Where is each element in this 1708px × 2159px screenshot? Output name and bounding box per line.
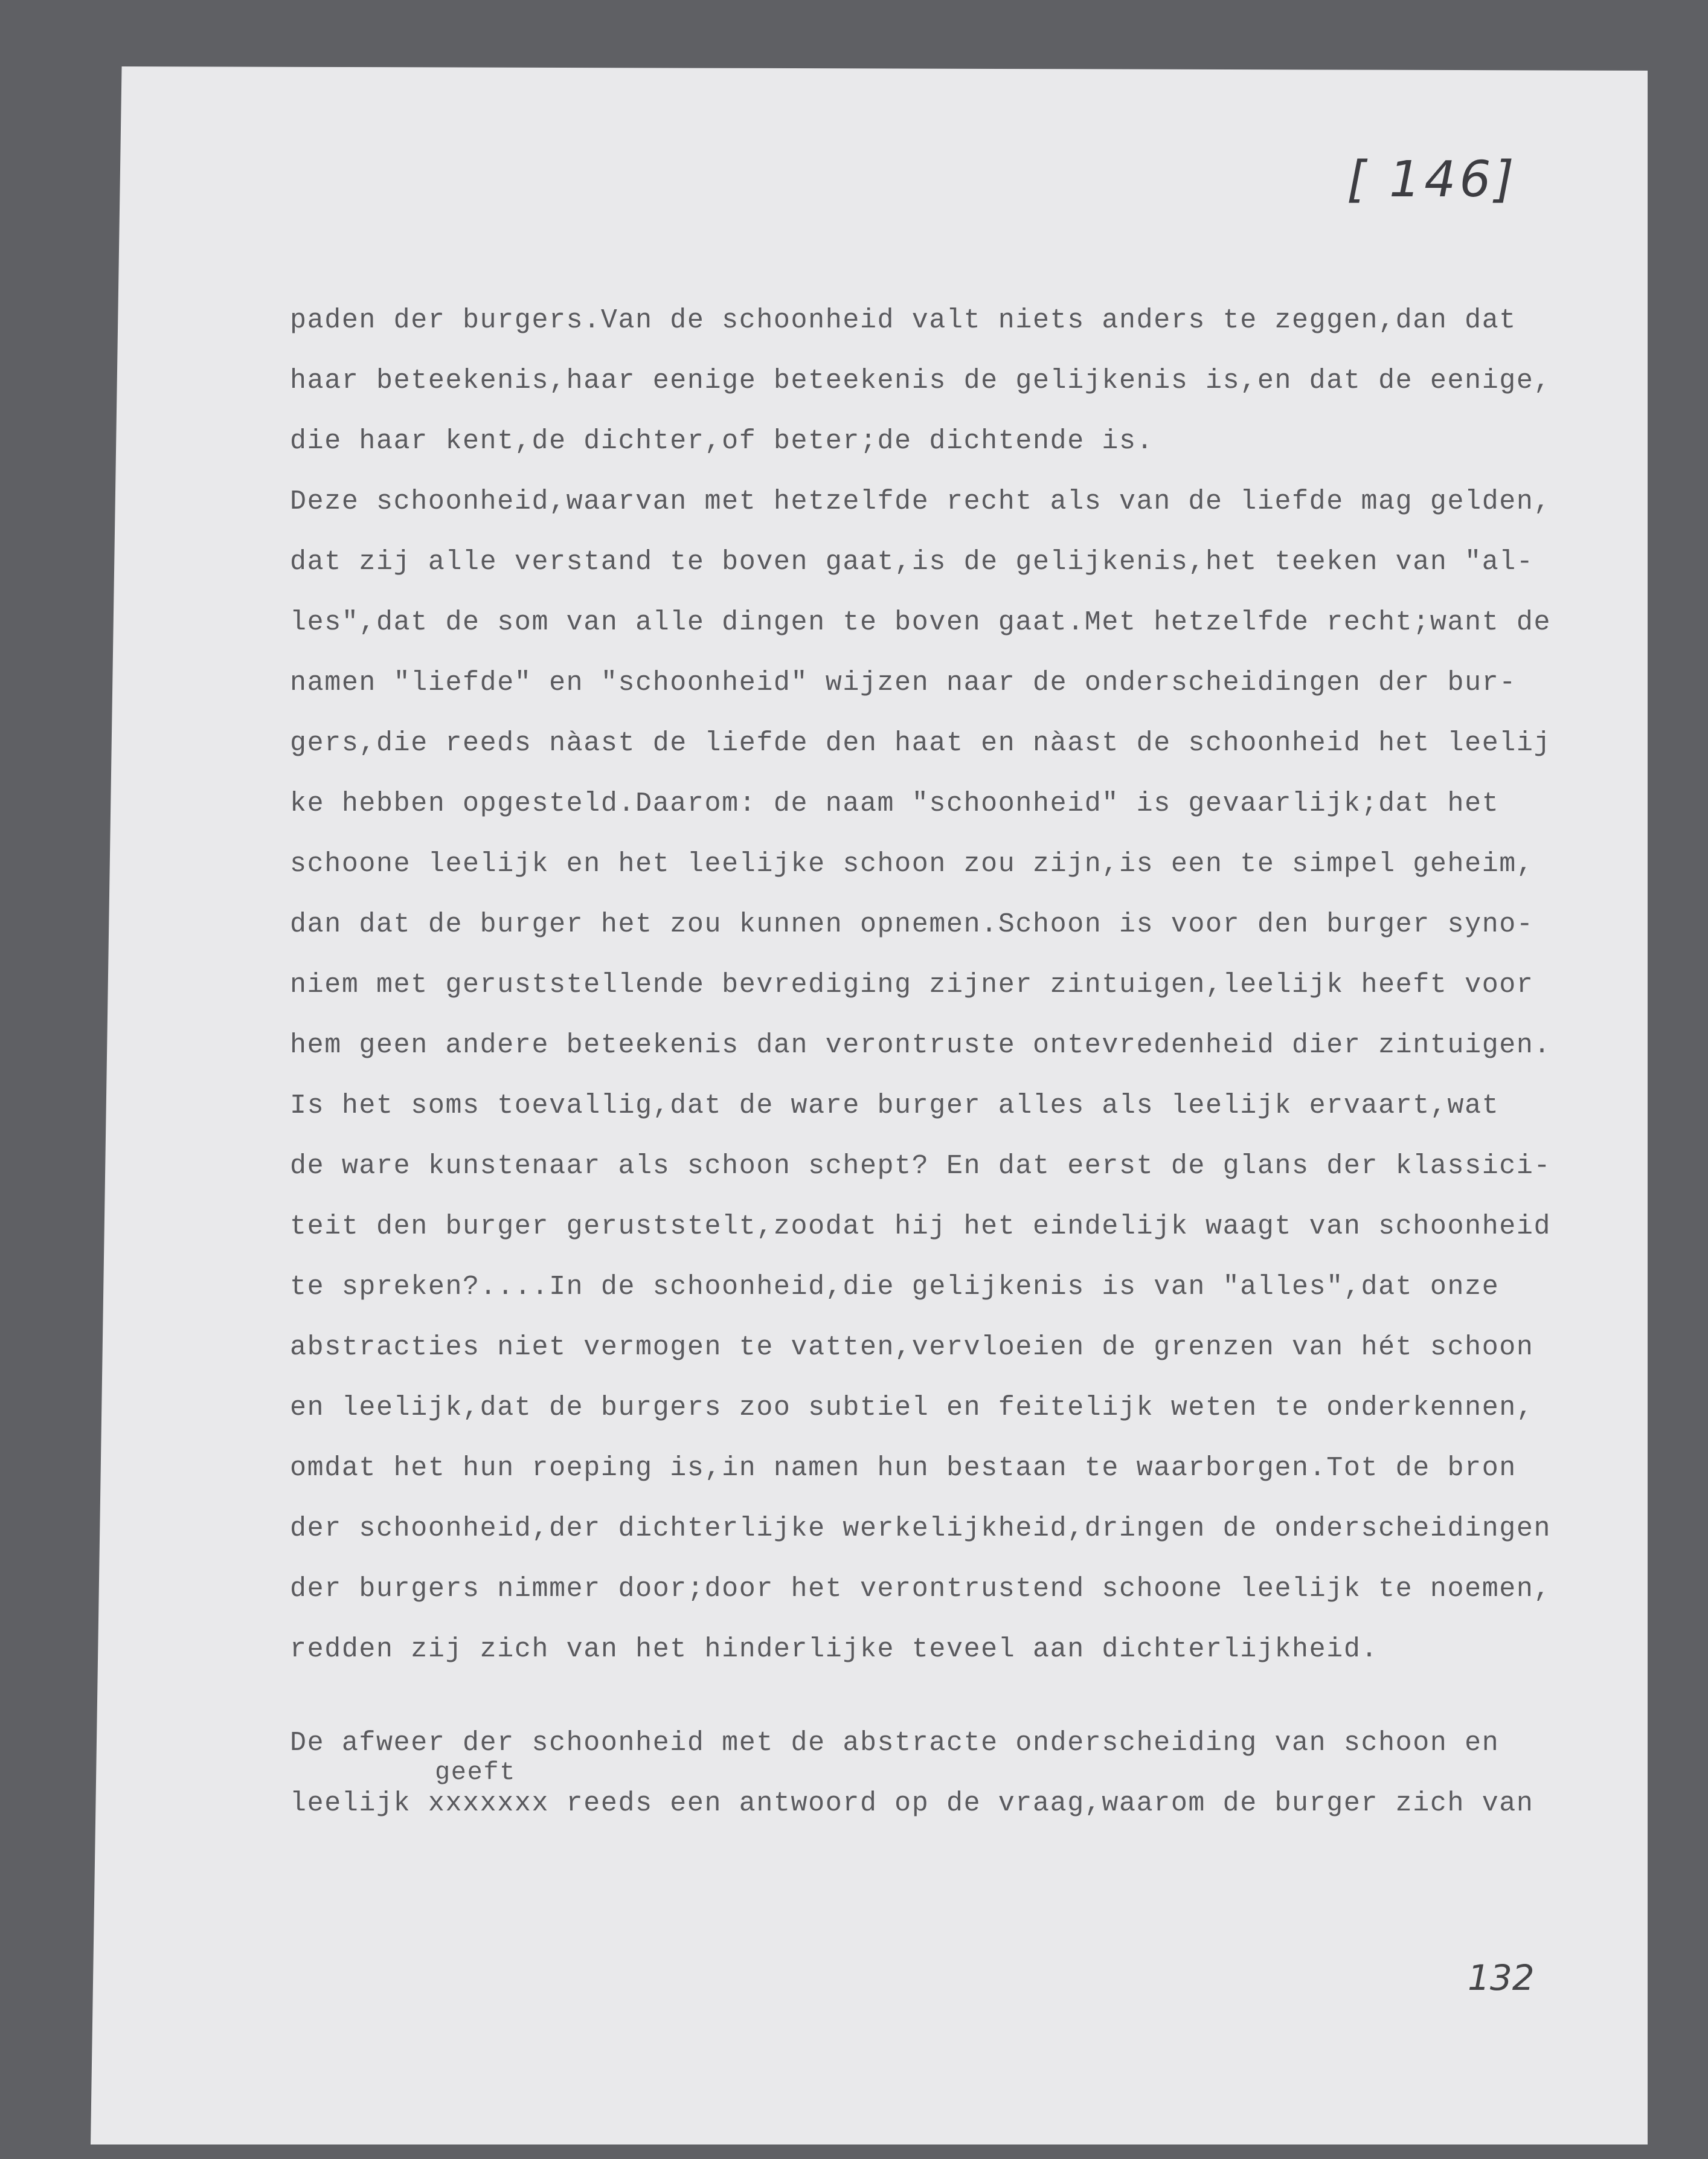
text-line: gers,die reeds nàast de liefde den haat en nàast de schoonheid het leelij — [290, 728, 1552, 759]
text-line: die haar kent,de dichter,of beter;de dichtende is. — [290, 426, 1154, 457]
archive-page-reference: [ 146] — [1347, 151, 1518, 208]
text-line: der schoonheid,der dichterlijke werkelijkheid,dringen de onderscheidingen — [290, 1513, 1552, 1544]
text-line: der burgers nimmer door;door het verontrustend schoone leelijk te noemen, — [290, 1574, 1552, 1604]
text-line: les",dat de som van alle dingen te boven gaat.Met hetzelfde recht;want de — [290, 607, 1552, 638]
text-line: haar beteekenis,haar eenige beteekenis de gelijkenis is,en dat de eenige, — [290, 365, 1552, 396]
text-line: en leelijk,dat de burgers zoo subtiel en feitelijk weten te onderkennen, — [290, 1392, 1534, 1423]
text-line: teit den burger geruststelt,zoodat hij het eindelijk waagt van schoonheid — [290, 1211, 1552, 1242]
text-line: schoone leelijk en het leelijke schoon zou zijn,is een te simpel geheim, — [290, 849, 1534, 880]
text-line: redden zij zich van het hinderlijke teveel aan dichterlijkheid. — [290, 1634, 1379, 1665]
text-line: dan dat de burger het zou kunnen opnemen.Schoon is voor den burger syno- — [290, 909, 1534, 940]
text-line: De afweer der schoonheid met de abstracte onderscheiding van schoon en — [290, 1728, 1500, 1758]
text-line: ke hebben opgesteld.Daarom: de naam "schoonheid" is gevaarlijk;dat het — [290, 788, 1500, 819]
handwritten-page-number: 132 — [1468, 1957, 1535, 1998]
text-line: Deze schoonheid,waarvan met hetzelfde recht als van de liefde mag gelden, — [290, 486, 1552, 517]
text-line: namen "liefde" en "schoonheid" wijzen naar de onderscheidingen der bur- — [290, 668, 1517, 698]
text-line: Is het soms toevallig,dat de ware burger alles als leelijk ervaart,wat — [290, 1090, 1500, 1121]
text-line: te spreken?....In de schoonheid,die gelijkenis is van "alles",dat onze — [290, 1272, 1500, 1302]
text-line: de ware kunstenaar als schoon schept? En dat eerst de glans der klassici- — [290, 1151, 1552, 1182]
text-line: hem geen andere beteekenis dan verontruste ontevredenheid dier zintuigen. — [290, 1030, 1552, 1061]
text-line: dat zij alle verstand te boven gaat,is de gelijkenis,het teeken van "al- — [290, 547, 1534, 578]
inserted-word-above-line: geeft — [435, 1758, 516, 1787]
text-line: abstracties niet vermogen te vatten,vervloeien de grenzen van hét schoon — [290, 1332, 1534, 1363]
text-line: niem met geruststellende bevrediging zijner zintuigen,leelijk heeft voor — [290, 970, 1534, 1000]
text-line: omdat het hun roeping is,in namen hun bestaan te waarborgen.Tot de bron — [290, 1453, 1517, 1484]
text-line: leelijk xxxxxxx reeds een antwoord op de vraag,waarom de burger zich van — [290, 1788, 1534, 1819]
text-line: paden der burgers.Van de schoonheid valt niets anders te zeggen,dan dat — [290, 305, 1517, 336]
